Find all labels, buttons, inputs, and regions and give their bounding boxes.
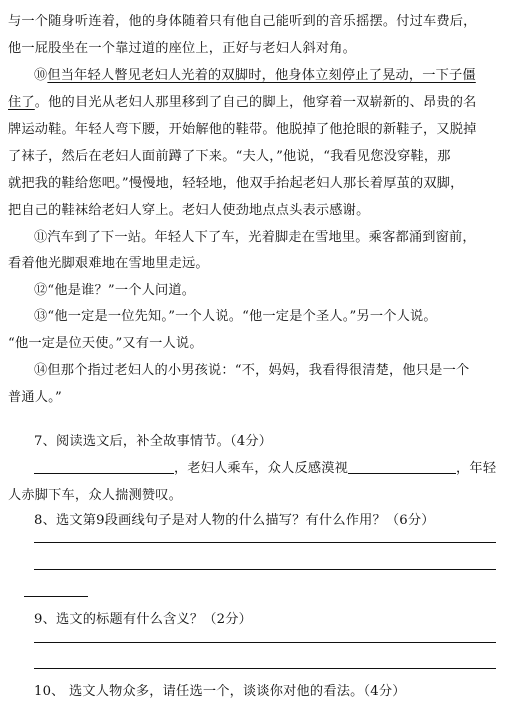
answer-line-short[interactable] <box>24 596 88 597</box>
passage-line: 与一个随身听连着，他的身体随着只有他自己能听到的音乐摇摆。付过车费后， <box>8 14 477 29</box>
question-9-prompt: 9、选文的标题有什么含义？（2分） <box>34 612 252 627</box>
paragraph-marker: ⑩ <box>34 68 48 83</box>
answer-blank-2[interactable] <box>348 459 456 474</box>
passage-text: 。他的目光从老妇人那里移到了自己的脚上，他穿着一双崭新的、昂贵的名 <box>34 95 477 110</box>
question-7-text-end: ，年轻 <box>456 461 497 476</box>
passage-line: 了袜子，然后在老妇人面前蹲了下来。“夫人，”他说，“我看见您没穿鞋，那 <box>8 149 451 164</box>
passage-line: 牌运动鞋。年轻人弯下腰，开始解他的鞋带。他脱掉了他抢眼的新鞋子，又脱掉 <box>8 122 477 137</box>
answer-line[interactable] <box>34 542 496 543</box>
paragraph-10-line-2 <box>8 93 477 113</box>
paragraph-14-line: ⑭但那个指过老妇人的小男孩说：“不，妈妈，我看得很清楚，他只是一个 <box>34 363 470 378</box>
question-7-text: ，老妇人乘车，众人反感漠视 <box>174 461 349 476</box>
underlined-sentence-end: 住了 <box>8 95 35 110</box>
paragraph-11-line: ⑪汽车到了下一站。年轻人下了车，光着脚走在雪地里。乘客都涌到窗前， <box>34 230 476 245</box>
answer-blank-1[interactable] <box>34 459 174 474</box>
paragraph-11-line: 看着他光脚艰难地在雪地里走远。 <box>8 256 209 271</box>
question-8-prompt: 8、选文第9段画线句子是对人物的什么描写？有什么作用？（6分） <box>34 513 435 528</box>
paragraph-10-line-1 <box>34 66 476 86</box>
passage-line: 就把我的鞋给您吧。”慢慢地，轻轻地，他双手抬起老妇人那长着厚茧的双脚， <box>8 176 464 191</box>
answer-line[interactable] <box>34 668 496 669</box>
paragraph-12-line: ⑫“他是谁？”一个人问道。 <box>34 283 196 298</box>
answer-line[interactable] <box>34 569 496 570</box>
underlined-sentence: 但当年轻人瞥见老妇人光着的双脚时，他身体立刻停止了晃动，一下子僵 <box>47 68 476 83</box>
answer-line[interactable] <box>34 642 496 643</box>
passage-line: 把自己的鞋袜给老妇人穿上。老妇人使劲地点点头表示感谢。 <box>8 203 370 218</box>
passage-line: 他一屁股坐在一个靠过道的座位上，正好与老妇人斜对角。 <box>8 41 357 56</box>
paragraph-13-line: ⑬“他一定是一位先知。”一个人说。“他一定是个圣人。”另一个人说。 <box>34 309 437 324</box>
paragraph-14-line: 普通人。” <box>8 390 62 405</box>
question-7-fill-line <box>34 459 496 479</box>
paragraph-13-line: “他一定是位天使。”又有一人说。 <box>8 336 203 351</box>
question-7-line-2: 人赤脚下车，众人揣测赞叹。 <box>8 488 183 503</box>
question-10-prompt: 10、 选文人物众多，请任选一个，谈谈你对他的看法。（4分） <box>34 684 406 699</box>
question-7-prompt: 7、阅读选文后，补全故事情节。（4分） <box>34 434 273 449</box>
